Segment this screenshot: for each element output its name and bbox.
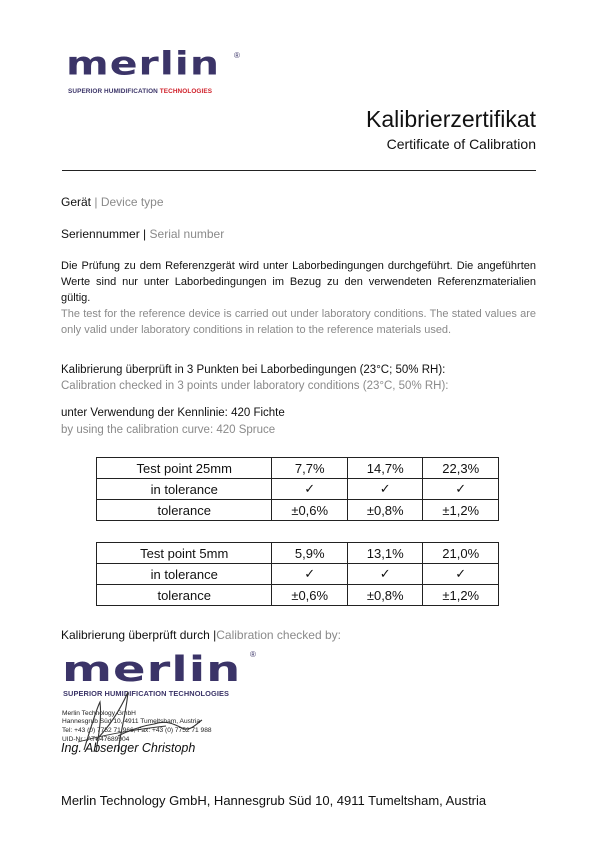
checked-by-label-de: Kalibrierung überprüft durch bbox=[61, 628, 210, 642]
stamp-phone-line: Tel: +43 (0) 7752 71 966, Fax: +43 (0) 7752 71 988 bbox=[62, 727, 212, 734]
serial-number-label-de: Seriennummer bbox=[61, 227, 140, 241]
checkmark-icon: ✓ bbox=[347, 564, 423, 585]
checkmark-icon: ✓ bbox=[423, 564, 499, 585]
test-value: 13,1% bbox=[347, 543, 423, 564]
checked-by-separator: | bbox=[213, 628, 217, 642]
stamp-registered-mark: ® bbox=[250, 650, 256, 659]
title-divider bbox=[62, 170, 536, 171]
tolerance-label: tolerance bbox=[97, 500, 272, 521]
table-row bbox=[97, 458, 499, 479]
stamp-tagline-main: SUPERIOR HUMIDIFICATION bbox=[63, 689, 167, 698]
test-point-table-25mm bbox=[96, 457, 499, 521]
table-row bbox=[97, 585, 499, 606]
logo-wordmark: merlin bbox=[66, 44, 221, 83]
in-tolerance-label: in tolerance bbox=[97, 564, 272, 585]
tolerance-value: ±0,8% bbox=[347, 500, 423, 521]
in-tolerance-label: in tolerance bbox=[97, 479, 272, 500]
test-value: 5,9% bbox=[272, 543, 348, 564]
table-row bbox=[97, 564, 499, 585]
device-type-label-de: Gerät bbox=[61, 195, 92, 209]
test-point-label: Test point 25mm bbox=[97, 458, 272, 479]
stamp-address-line: Hannesgrub Süd 10, 4911 Tumeltsham, Austria bbox=[62, 718, 201, 725]
stamp-company-line: Merlin Technology GmbH bbox=[62, 710, 136, 717]
tolerance-value: ±1,2% bbox=[423, 500, 499, 521]
checked-points-de: Kalibrierung überprüft in 3 Punkten bei Laborbedingungen (23°C; 50% RH): bbox=[61, 364, 446, 376]
serial-number-separator: | bbox=[143, 227, 147, 241]
page-title: Kalibrierzertifikat bbox=[366, 106, 536, 132]
calibration-curve-en: by using the calibration curve: 420 Spruce bbox=[61, 424, 276, 436]
company-logo bbox=[66, 44, 246, 100]
intro-text-de: Die Prüfung zu dem Referenzgerät wird unter Laborbedingungen durchgeführt. Die angeführten Werte sind nur unter Laborbedingungen im Bezug zu den verwendeten Referenzmaterialien gültig. bbox=[61, 260, 536, 304]
serial-number-label-en: Serial number bbox=[149, 227, 225, 241]
logo-tagline-main: SUPERIOR HUMIDIFICATION bbox=[68, 88, 158, 95]
signatory-name: Ing. Absenger Christoph bbox=[61, 741, 196, 755]
test-point-table-5mm bbox=[96, 542, 499, 606]
table-row bbox=[97, 543, 499, 564]
tolerance-value: ±0,6% bbox=[272, 500, 348, 521]
checked-by-row bbox=[61, 627, 341, 643]
stamp-tagline-accent: TECHNOLOGIES bbox=[168, 689, 230, 698]
test-value: 22,3% bbox=[423, 458, 499, 479]
page-subtitle: Certificate of Calibration bbox=[386, 136, 536, 152]
calibration-curve-de: unter Verwendung der Kennlinie: 420 Fichte bbox=[61, 407, 285, 419]
checked-points-en: Calibration checked in 3 points under laboratory conditions (23°C, 50% RH): bbox=[61, 380, 449, 392]
table-row bbox=[97, 500, 499, 521]
intro-text-en: The test for the reference device is carried out under laboratory conditions. The stated values are only valid under laboratory conditions in relation to the reference materials used. bbox=[61, 308, 536, 336]
logo-tagline bbox=[68, 88, 212, 95]
checkmark-icon: ✓ bbox=[347, 479, 423, 500]
test-value: 21,0% bbox=[423, 543, 499, 564]
stamp-vat-line: UID-Nr.: ATU47689904 bbox=[62, 736, 130, 743]
checkmark-icon: ✓ bbox=[272, 479, 348, 500]
tolerance-value: ±1,2% bbox=[423, 585, 499, 606]
checkmark-icon: ✓ bbox=[272, 564, 348, 585]
footer-address: Merlin Technology GmbH, Hannesgrub Süd 10, 4911 Tumeltsham, Austria bbox=[61, 793, 487, 808]
device-type-separator: | bbox=[94, 195, 98, 209]
tolerance-value: ±0,6% bbox=[272, 585, 348, 606]
test-value: 14,7% bbox=[347, 458, 423, 479]
stamp-logo-wordmark: merlin bbox=[62, 649, 242, 690]
checkmark-icon: ✓ bbox=[423, 479, 499, 500]
test-value: 7,7% bbox=[272, 458, 348, 479]
test-point-label: Test point 5mm bbox=[97, 543, 272, 564]
checked-by-label-en: Calibration checked by: bbox=[216, 628, 341, 642]
tolerance-value: ±0,8% bbox=[347, 585, 423, 606]
logo-tagline-accent: TECHNOLOGIES bbox=[159, 88, 213, 95]
tolerance-label: tolerance bbox=[97, 585, 272, 606]
serial-number-row bbox=[61, 226, 224, 242]
device-type-label-en: Device type bbox=[100, 195, 164, 209]
device-type-row bbox=[61, 194, 164, 210]
table-row bbox=[97, 479, 499, 500]
logo-registered-mark: ® bbox=[234, 51, 240, 60]
